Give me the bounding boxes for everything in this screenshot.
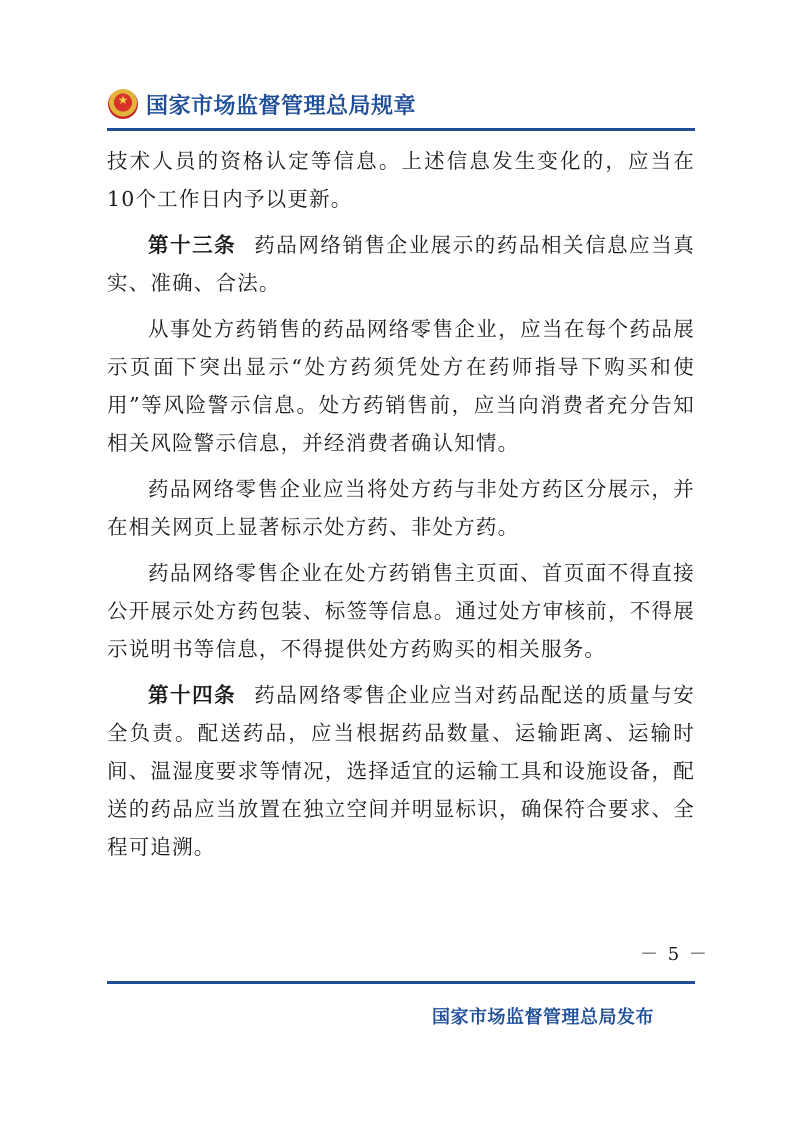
- header-divider: [107, 128, 695, 131]
- paragraph: 药品网络零售企业应当将处方药与非处方药区分展示，并在相关网页上显著标示处方药、非处方药。: [107, 477, 695, 539]
- footer-divider: [107, 981, 695, 984]
- page-header: [108, 84, 416, 124]
- article-14: [107, 676, 695, 866]
- national-emblem-icon: [108, 89, 138, 119]
- article-14-text: 药品网络零售企业应当对药品配送的质量与安全负责。配送药品，应当根据药品数量、运输距离、运输时间、温湿度要求等情况，选择适宜的运输工具和设施设备，配送的药品应当放置在独立空间并明显标识，确保符合要求、全程可追溯。: [107, 683, 695, 859]
- document-body: [107, 142, 695, 866]
- header-title: 国家市场监督管理总局规章: [146, 93, 417, 119]
- article-14-heading: 第十四条: [148, 683, 237, 707]
- article-13: [107, 226, 695, 302]
- footer-publisher: 国家市场监督管理总局发布: [432, 1007, 654, 1028]
- page-number: － 5 －: [640, 944, 709, 965]
- paragraph: 从事处方药销售的药品网络零售企业，应当在每个药品展示页面下突出显示“处方药须凭处方在药师指导下购买和使用”等风险警示信息。处方药销售前，应当向消费者充分告知相关风险警示信息，并经消费者确认知情。: [107, 317, 695, 455]
- article-13-heading: 第十三条: [148, 233, 237, 257]
- article-13-text: 药品网络销售企业展示的药品相关信息应当真实、准确、合法。: [107, 233, 695, 295]
- paragraph: 药品网络零售企业在处方药销售主页面、首页面不得直接公开展示处方药包装、标签等信息。通过处方审核前，不得展示说明书等信息，不得提供处方药购买的相关服务。: [107, 561, 695, 661]
- paragraph-continuation: 技术人员的资格认定等信息。上述信息发生变化的，应当在10个工作日内予以更新。: [107, 149, 695, 211]
